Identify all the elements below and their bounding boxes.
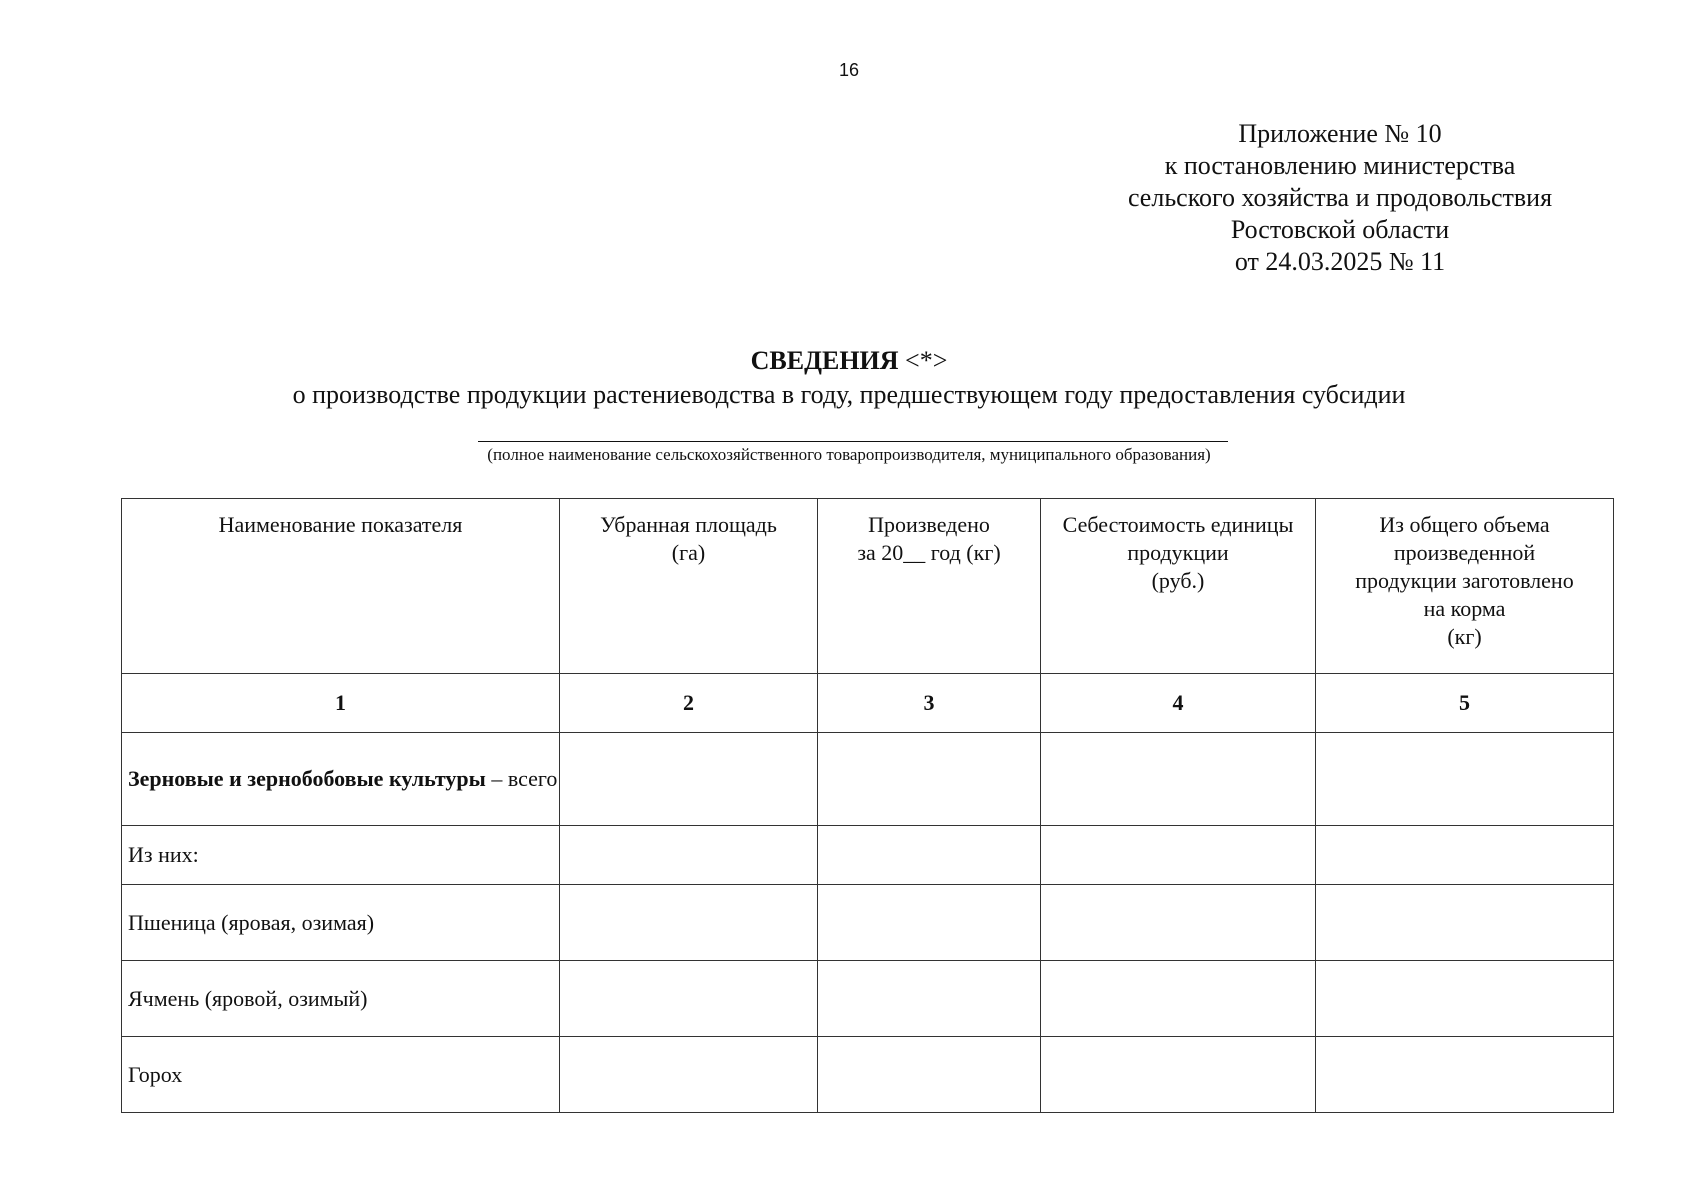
- column-header-line: Убранная площадь: [600, 512, 777, 537]
- production-table: [121, 498, 1614, 1113]
- feed-volume-cell[interactable]: [1316, 733, 1614, 826]
- annex-line: к постановлению министерства: [1164, 151, 1516, 180]
- column-number-row: [122, 674, 1614, 733]
- produced-cell[interactable]: [818, 826, 1041, 885]
- column-header-line: Себестоимость единицы: [1062, 512, 1294, 537]
- column-header-line: продукции: [1127, 540, 1229, 565]
- column-number: 1: [122, 674, 560, 733]
- produced-cell[interactable]: [818, 1037, 1041, 1113]
- row-label: [122, 733, 560, 826]
- unit-cost-cell[interactable]: [1041, 733, 1316, 826]
- harvested-area-cell[interactable]: [560, 961, 818, 1037]
- column-header: [1041, 499, 1316, 674]
- harvested-area-cell[interactable]: [560, 885, 818, 961]
- row-label: [122, 826, 560, 885]
- row-label: [122, 885, 560, 961]
- row-label-text: Пшеница (яровая, озимая): [128, 909, 375, 935]
- annex-line: сельского хозяйства и продовольствия: [1127, 183, 1553, 212]
- producer-name-fill-line[interactable]: [478, 441, 1228, 442]
- produced-cell[interactable]: [818, 885, 1041, 961]
- document-title-text: СВЕДЕНИЯ: [750, 346, 899, 375]
- column-header: [818, 499, 1041, 674]
- table-header-row: [122, 499, 1614, 674]
- feed-volume-cell[interactable]: [1316, 826, 1614, 885]
- column-header-line: (га): [671, 540, 706, 565]
- row-label-text: Горох: [128, 1061, 183, 1087]
- column-number: 3: [818, 674, 1041, 733]
- column-number: 4: [1041, 674, 1316, 733]
- row-label: [122, 961, 560, 1037]
- column-header-line: Наименование показателя: [218, 512, 463, 537]
- row-label-text: – всего: [485, 766, 558, 791]
- unit-cost-cell[interactable]: [1041, 1037, 1316, 1113]
- column-number: 5: [1316, 674, 1614, 733]
- document-title: [0, 344, 1698, 378]
- column-header-line: за 20__ год (кг): [857, 540, 1001, 565]
- row-label-bold: Зерновые и зернобобовые культуры: [128, 766, 486, 791]
- column-header-line: Произведено: [868, 512, 990, 537]
- table-row: [122, 885, 1614, 961]
- produced-cell[interactable]: [818, 961, 1041, 1037]
- column-header: [1316, 499, 1614, 674]
- column-header-line: продукции заготовлено: [1355, 568, 1574, 593]
- document-subtitle: о производстве продукции растениеводства в году, предшествующем году предоставления субсидии: [292, 380, 1406, 409]
- unit-cost-cell[interactable]: [1041, 885, 1316, 961]
- annex-line: Приложение № 10: [1238, 119, 1442, 148]
- column-header: [560, 499, 818, 674]
- unit-cost-cell[interactable]: [1041, 961, 1316, 1037]
- document-heading: [0, 344, 1698, 412]
- harvested-area-cell[interactable]: [560, 1037, 818, 1113]
- annex-line: от 24.03.2025 № 11: [1234, 247, 1446, 276]
- table-row: [122, 826, 1614, 885]
- feed-volume-cell[interactable]: [1316, 1037, 1614, 1113]
- annex-block: [1080, 118, 1600, 278]
- document-title-footnote-mark: <*>: [898, 346, 948, 375]
- annex-line: Ростовской области: [1230, 215, 1450, 244]
- column-header-line: на корма: [1423, 596, 1506, 621]
- column-header-line: Из общего объема: [1379, 512, 1550, 537]
- page-number: 16: [838, 60, 860, 80]
- feed-volume-cell[interactable]: [1316, 885, 1614, 961]
- producer-name-caption: (полное наименование сельскохозяйственного товаропроизводителя, муниципального образования): [487, 445, 1211, 464]
- column-header-line: (кг): [1447, 624, 1482, 649]
- unit-cost-cell[interactable]: [1041, 826, 1316, 885]
- row-label-text: Из них:: [128, 842, 199, 867]
- column-header-line: (руб.): [1151, 568, 1205, 593]
- table-row: [122, 1037, 1614, 1113]
- table-row: [122, 733, 1614, 826]
- harvested-area-cell[interactable]: [560, 733, 818, 826]
- table-row: [122, 961, 1614, 1037]
- feed-volume-cell[interactable]: [1316, 961, 1614, 1037]
- column-header: [122, 499, 560, 674]
- column-header-line: произведенной: [1393, 540, 1536, 565]
- row-label: [122, 1037, 560, 1113]
- harvested-area-cell[interactable]: [560, 826, 818, 885]
- row-label-text: Ячмень (яровой, озимый): [128, 985, 368, 1011]
- column-number: 2: [560, 674, 818, 733]
- produced-cell[interactable]: [818, 733, 1041, 826]
